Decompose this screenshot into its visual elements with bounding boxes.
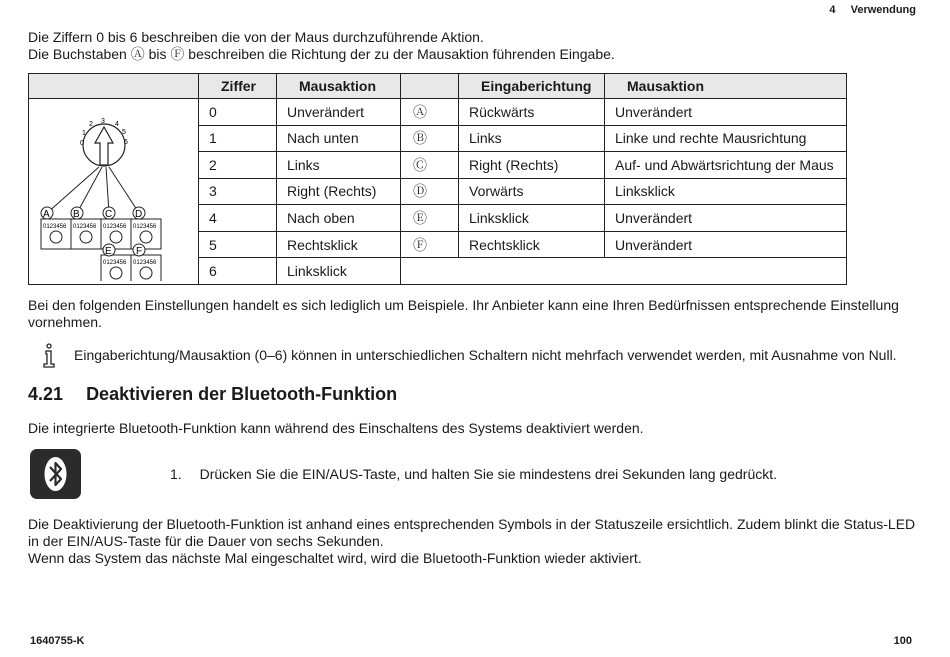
intro-line-1: Die Ziffern 0 bis 6 beschreiben die von der Maus durchzuführende Aktion. (28, 29, 484, 45)
digit-cell: 6 (199, 258, 277, 285)
header-blank (29, 74, 199, 99)
action-cell: Unverändert (277, 99, 401, 126)
switch-letter: C (105, 209, 113, 220)
header-ziffer: Ziffer (199, 74, 277, 99)
chapter-title: Verwendung (850, 4, 916, 16)
switch-scale: 0123456 (73, 224, 97, 230)
digit-cell: 5 (199, 231, 277, 258)
step-number: 1. (170, 466, 182, 482)
switch-scale: 0123456 (43, 224, 67, 230)
action2-cell: Auf- und Abwärtsrichtung der Maus (605, 152, 847, 179)
action2-cell: Linke und rechte Mausrichtung (605, 125, 847, 152)
bluetooth-glyph (30, 449, 81, 499)
example-note: Bei den folgenden Einstellungen handelt es sich lediglich um Beispiele. Ihr Anbieter kann eine Ihren Bedürfnissen entsprechende Einstellung vornehmen. (28, 297, 899, 330)
section-title: Deaktivieren der Bluetooth-Funktion (86, 384, 398, 404)
dial-digit: 5 (122, 129, 126, 136)
digit-cell: 1 (199, 125, 277, 152)
dial-digit: 0 (80, 140, 84, 147)
intro-text (28, 29, 615, 63)
header-eingaberichtung: Eingaberichtung (459, 74, 605, 99)
action-cell: Linksklick (277, 258, 401, 285)
action2-cell: Unverändert (605, 99, 847, 126)
section-heading (28, 384, 397, 405)
direction-cell: Links (459, 125, 605, 152)
direction-symbol-cell: Ⓔ (401, 205, 459, 232)
switch-scale: 0123456 (133, 260, 157, 266)
deactivation-line-1: Die Deaktivierung der Bluetooth-Funktion ist anhand eines entsprechenden Symbols in der Statuszeile ersichtlich. Zudem blinkt die Status-LED in der EIN/AUS-Taste für die Dauer von sechs Sekunden. (28, 516, 916, 549)
action-cell: Right (Rechts) (277, 178, 401, 205)
direction-cell: Right (Rechts) (459, 152, 605, 179)
intro-line-2: Die Buchstaben Ⓐ bis Ⓕ beschreiben die Richtung der zu der Mausaktion führenden Eingabe. (28, 46, 615, 62)
switch-letter: F (136, 246, 143, 257)
direction-symbol-cell: Ⓑ (401, 125, 459, 152)
info-tip-icon (42, 343, 56, 369)
settings-table (28, 73, 847, 285)
direction-cell: Rückwärts (459, 99, 605, 126)
section-number: 4.21 (28, 384, 64, 404)
action2-cell: Unverändert (605, 231, 847, 258)
direction-symbol-cell: Ⓓ (401, 178, 459, 205)
switch-diagram-cell (29, 99, 199, 285)
instruction-step (170, 466, 777, 482)
switch-scale: 0123456 (103, 260, 127, 266)
dial-digit: 6 (124, 139, 128, 146)
table-row (29, 99, 847, 126)
table-header-row (29, 74, 847, 99)
header-mausaktion-2: Mausaktion (605, 74, 847, 99)
dial-digit: 4 (115, 121, 119, 128)
deactivation-info (28, 516, 928, 567)
action-cell: Links (277, 152, 401, 179)
digit-cell: 2 (199, 152, 277, 179)
switch-scale: 0123456 (133, 224, 157, 230)
direction-symbol-cell: Ⓐ (401, 99, 459, 126)
action-cell: Nach oben (277, 205, 401, 232)
switch-letter: B (73, 209, 80, 220)
switch-letter: A (43, 209, 50, 220)
document-id: 1640755-K (30, 635, 85, 647)
direction-cell: Vorwärts (459, 178, 605, 205)
action-cell: Nach unten (277, 125, 401, 152)
page-header (829, 4, 916, 16)
tip-text: Eingaberichtung/Mausaktion (0–6) können in unterschiedlichen Schaltern nicht mehrfach verwendet werden, mit Ausnahme von Null. (74, 347, 897, 363)
section-intro: Die integrierte Bluetooth-Funktion kann während des Einschaltens des Systems deaktiviert werden. (28, 420, 644, 436)
action2-cell: Unverändert (605, 205, 847, 232)
direction-cell: Rechtsklick (459, 231, 605, 258)
digit-cell: 3 (199, 178, 277, 205)
step-text: Drücken Sie die EIN/AUS-Taste, und halten Sie sie mindestens drei Sekunden lang gedrückt. (199, 466, 778, 482)
chapter-number: 4 (829, 4, 836, 16)
digit-cell: 4 (199, 205, 277, 232)
action2-cell: Linksklick (605, 178, 847, 205)
bluetooth-icon (30, 449, 81, 499)
action-cell: Rechtsklick (277, 231, 401, 258)
switch-scale: 0123456 (103, 224, 127, 230)
dial-digit: 1 (82, 130, 86, 137)
deactivation-line-2: Wenn das System das nächste Mal eingeschaltet wird, wird die Bluetooth-Funktion wieder aktiviert. (28, 550, 642, 566)
header-symbol-blank (401, 74, 459, 99)
direction-cell: Linksklick (459, 205, 605, 232)
direction-symbol-cell: Ⓒ (401, 152, 459, 179)
rotary-dial (80, 118, 128, 166)
page-number: 100 (893, 635, 912, 647)
dial-digit: 3 (101, 118, 105, 125)
direction-symbol-cell: Ⓕ (401, 231, 459, 258)
empty-cell (401, 258, 847, 285)
connector-lines (47, 167, 139, 213)
header-mausaktion: Mausaktion (277, 74, 401, 99)
switch-letter: E (105, 246, 112, 257)
switch-letter: D (135, 209, 143, 220)
digit-cell: 0 (199, 99, 277, 126)
switch-diagram (29, 99, 199, 281)
dial-digit: 2 (89, 121, 93, 128)
